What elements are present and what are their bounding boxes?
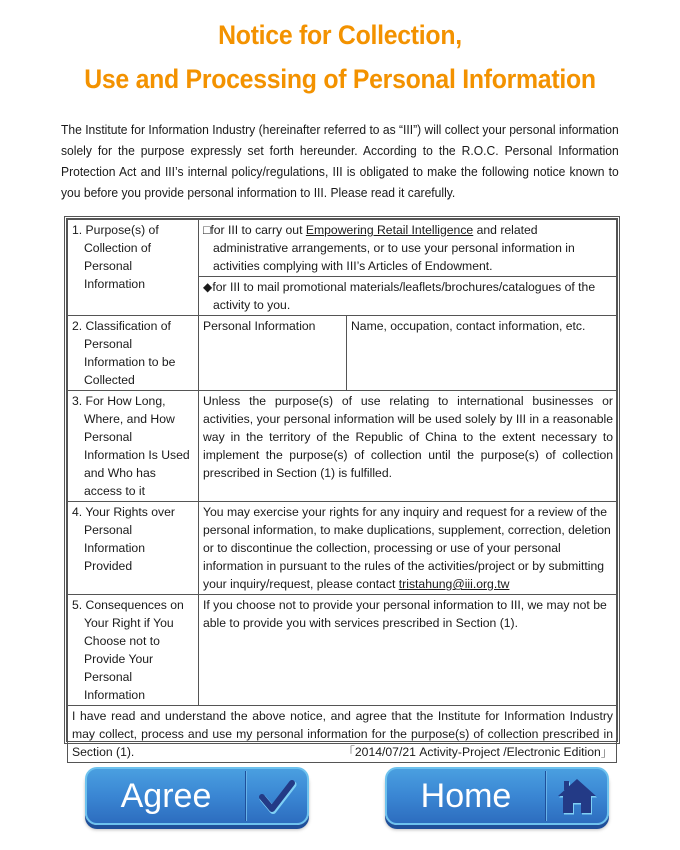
contact-email-link[interactable]: tristahung@iii.org.tw: [398, 577, 510, 591]
consequences-body: If you choose not to provide your personal information to III, we may not be able to provide you with services prescribed in Section (1).: [199, 595, 617, 706]
edition-label: 「2014/07/21 Activity-Project /Electronic Edition」: [342, 745, 613, 759]
home-button-label: Home: [420, 777, 512, 815]
checkmark-icon: [252, 775, 302, 817]
page-title-line-1: Notice for Collection,: [218, 20, 462, 50]
purpose-header: 1. Purpose(s) of Collection of Personal Information: [68, 220, 199, 316]
purpose-item-2: ◆for III to mail promotional materials/leaflets/brochures/catalogues of the activity to you.: [199, 277, 617, 316]
project-name-link: Empowering Retail Intelligence: [305, 223, 474, 237]
classification-header: 2. Classification of Personal Information to be Collected: [68, 316, 199, 391]
usage-body: Unless the purpose(s) of use relating to international businesses or activities, your personal information will be used solely by III in a reasonable way in the territory of the Republic of China to the extent necessary to implement the purpose(s) of collection until the purpose(s) of collection prescribed in Section (1) is fulfilled.: [199, 391, 617, 502]
intro-paragraph: The Institute for Information Industry (hereinafter referred to as “III”) will collect your personal information solely for the purpose expressly set forth hereunder. According to the R.O.C. Personal Information Protection Act and III’s internal policy/regulations, III is obligated to make the following notice known to you before you provide personal information to III. Please read it carefully.: [61, 123, 619, 200]
notice-table: [64, 216, 620, 759]
house-icon: [552, 775, 602, 817]
page-title-line-2: Use and Processing of Personal Information: [84, 64, 596, 94]
rights-body: You may exercise your rights for any inquiry and request for a review of the personal information, to make duplications, supplement, correction, deletion or to discontinue the collection, processing or use of your personal information in pursuant to the rules of the activities/project or by submitting your inquiry/request, please contact tristahung@iii.org.tw: [199, 502, 617, 595]
consent-statement: I have read and understand the above notice, and agree that the Institute for Information Industry may collect, process and use my personal information for the purpose(s) of collection prescribed in Section (1). 「2014/07/21 Activity-Project /Electronic Edition」: [68, 706, 617, 763]
classification-detail: Name, occupation, contact information, etc.: [347, 316, 617, 391]
classification-category: Personal Information: [199, 316, 347, 391]
agree-button-label: Agree: [120, 777, 212, 815]
home-button-divider: [545, 771, 546, 821]
consequences-header: 5. Consequences on Your Right if You Choose not to Provide Your Personal Information: [68, 595, 199, 706]
purpose-item-1: □for III to carry out Empowering Retail Intelligence and related administrative arrangements, or to use your personal information in activities complying with III’s Articles of Endowment.: [199, 220, 617, 277]
home-button[interactable]: [385, 767, 609, 825]
agree-button-divider: [245, 771, 246, 821]
agree-button[interactable]: [85, 767, 309, 825]
usage-header: 3. For How Long, Where, and How Personal Information Is Used and Who has access to it: [68, 391, 199, 502]
rights-header: 4. Your Rights over Personal Information Provided: [68, 502, 199, 595]
